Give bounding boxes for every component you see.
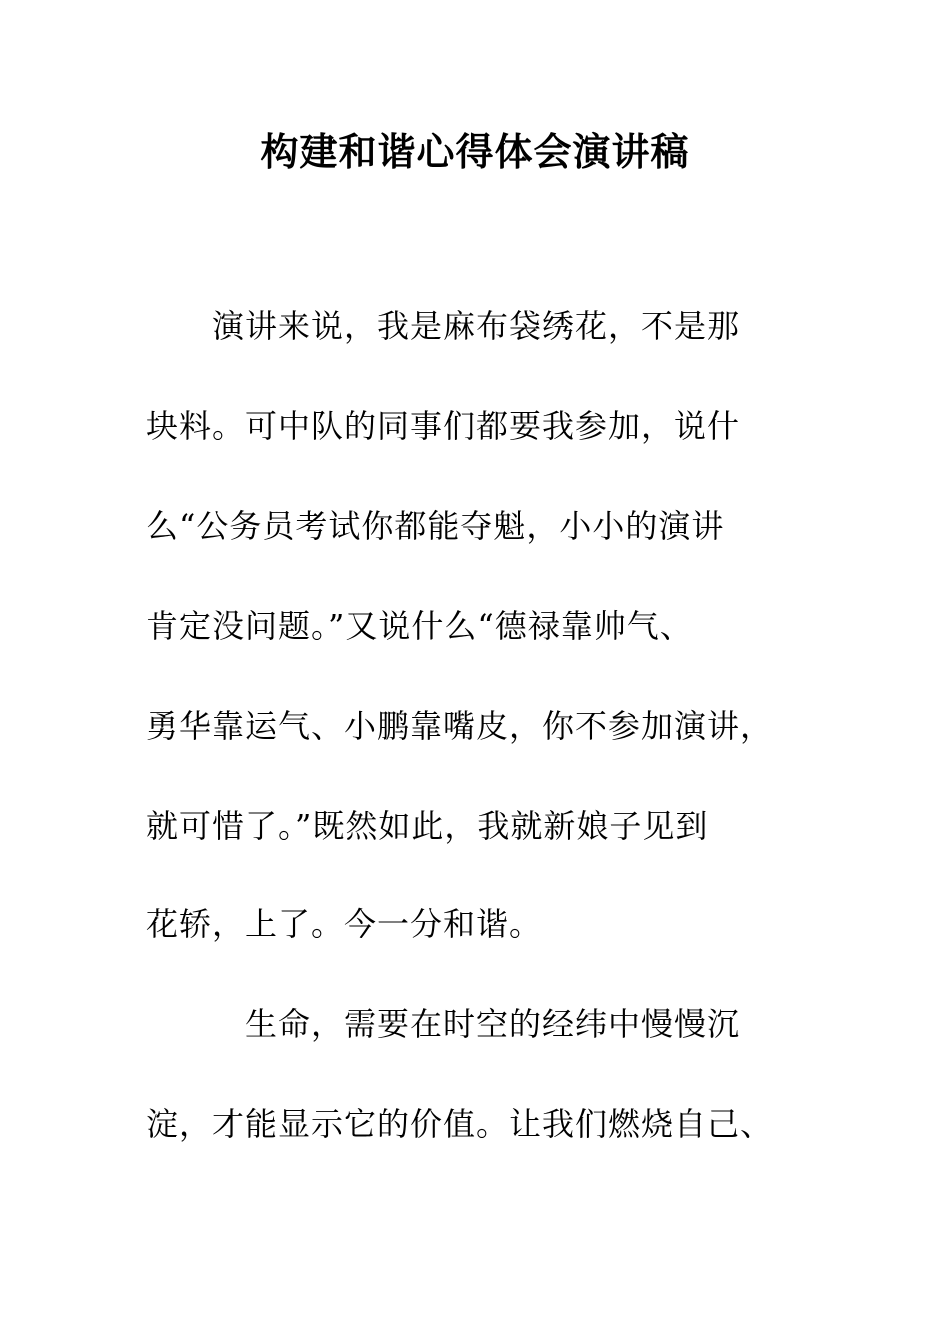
body-line-7: 花轿，上了。今一分和谐。	[146, 905, 543, 943]
body-line-6: 就可惜了。”既然如此，我就新娘子见到	[146, 807, 709, 845]
body-line-5: 勇华靠运气、小鹏靠嘴皮，你不参加演讲，	[146, 707, 774, 745]
body-line-2: 块料。可中队的同事们都要我参加，说什	[146, 407, 741, 445]
body-line-9: 淀，才能显示它的价值。让我们燃烧自己、	[146, 1105, 774, 1143]
body-line-1: 演讲来说，我是麻布袋绣花，不是那	[146, 307, 741, 345]
body-line-4: 肯定没问题。”又说什么“德禄靠帅气、	[146, 607, 693, 645]
document-title: 构建和谐心得体会演讲稿	[260, 129, 690, 174]
body-line-8: 生命，需要在时空的经纬中慢慢沉	[146, 1005, 741, 1043]
body-line-3: 么“公务员考试你都能夺魁，小小的演讲	[146, 507, 725, 545]
